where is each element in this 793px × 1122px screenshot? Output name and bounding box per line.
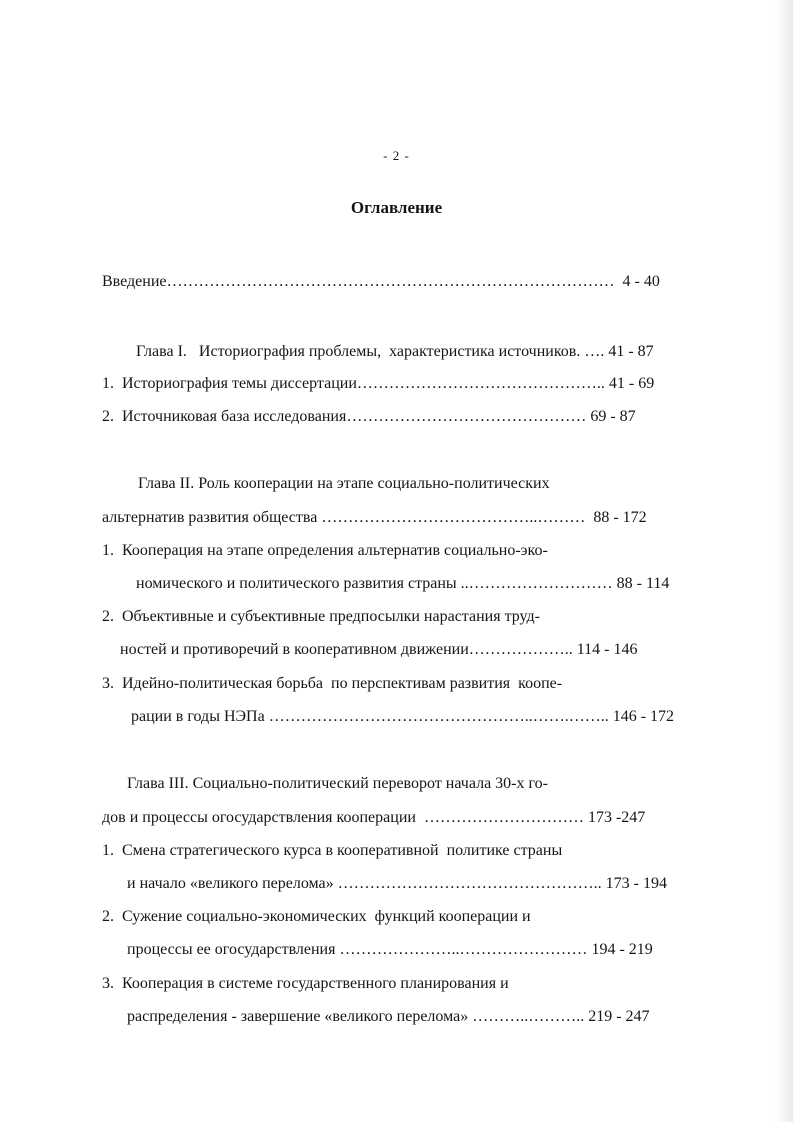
toc-entry-intro: Введение………………………………………………………………………… 4 - 40 <box>102 273 660 290</box>
toc-chapter-1-heading: Глава I. Историография проблемы, характеристика источников. …. 41 - 87 <box>136 343 654 360</box>
toc-chapter-1-section-2: 2. Источниковая база исследования……………………………………… 69 - 87 <box>102 408 636 425</box>
toc-chapter-3-section-3-line-2: распределения - завершение «великого перелома» ………..……….. 219 - 247 <box>127 1008 650 1025</box>
toc-chapter-2-heading-line-1: Глава II. Роль кооперации на этапе социально-политических <box>138 475 550 492</box>
toc-chapter-3-section-1-line-2: и начало «великого перелома» ………………………………………….. 173 - 194 <box>127 875 667 892</box>
toc-chapter-3-heading-line-1: Глава III. Социально-политический переворот начала 30-х го- <box>127 775 548 792</box>
toc-chapter-3-section-3-line-1: 3. Кооперация в системе государственного планирования и <box>102 975 509 992</box>
scan-shadow-edge <box>775 0 793 1122</box>
page-number: - 2 - <box>383 148 410 163</box>
toc-chapter-2-section-2-line-1: 2. Объективные и субъективные предпосылки нарастания труд- <box>102 608 541 625</box>
toc-chapter-1-section-1: 1. Историография темы диссертации……………………………………….. 41 - 69 <box>102 375 655 392</box>
toc-chapter-2-section-3-line-2: рации в годы НЭПа …………………………………………..…….…….. 146 - 172 <box>131 708 675 725</box>
toc-chapter-2-section-2-line-2: ностей и противоречий в кооперативном движении……………….. 114 - 146 <box>120 641 638 658</box>
toc-chapter-2-heading-line-2: альтернатив развития общества …………………………………..……… 88 - 172 <box>102 509 647 526</box>
toc-chapter-3-section-2-line-2: процессы ее огосударствления …………………..…………………… 194 - 219 <box>127 941 653 958</box>
toc-chapter-2-section-1-line-1: 1. Кооперация на этапе определения альтернатив социально-эко- <box>102 542 548 559</box>
toc-chapter-3-section-2-line-1: 2. Сужение социально-экономических функций кооперации и <box>102 908 531 925</box>
toc-chapter-3-section-1-line-1: 1. Смена стратегического курса в кооперативной политике страны <box>102 842 563 859</box>
toc-chapter-2-section-3-line-1: 3. Идейно-политическая борьба по перспективам развития коопе- <box>102 675 563 692</box>
toc-chapter-3-heading-line-2: дов и процессы огосударствления кооперации ………………………… 173 -247 <box>102 809 646 826</box>
page-title: Оглавление <box>350 198 443 217</box>
toc-chapter-2-section-1-line-2: номического и политического развития страны ..……………………… 88 - 114 <box>136 575 670 592</box>
